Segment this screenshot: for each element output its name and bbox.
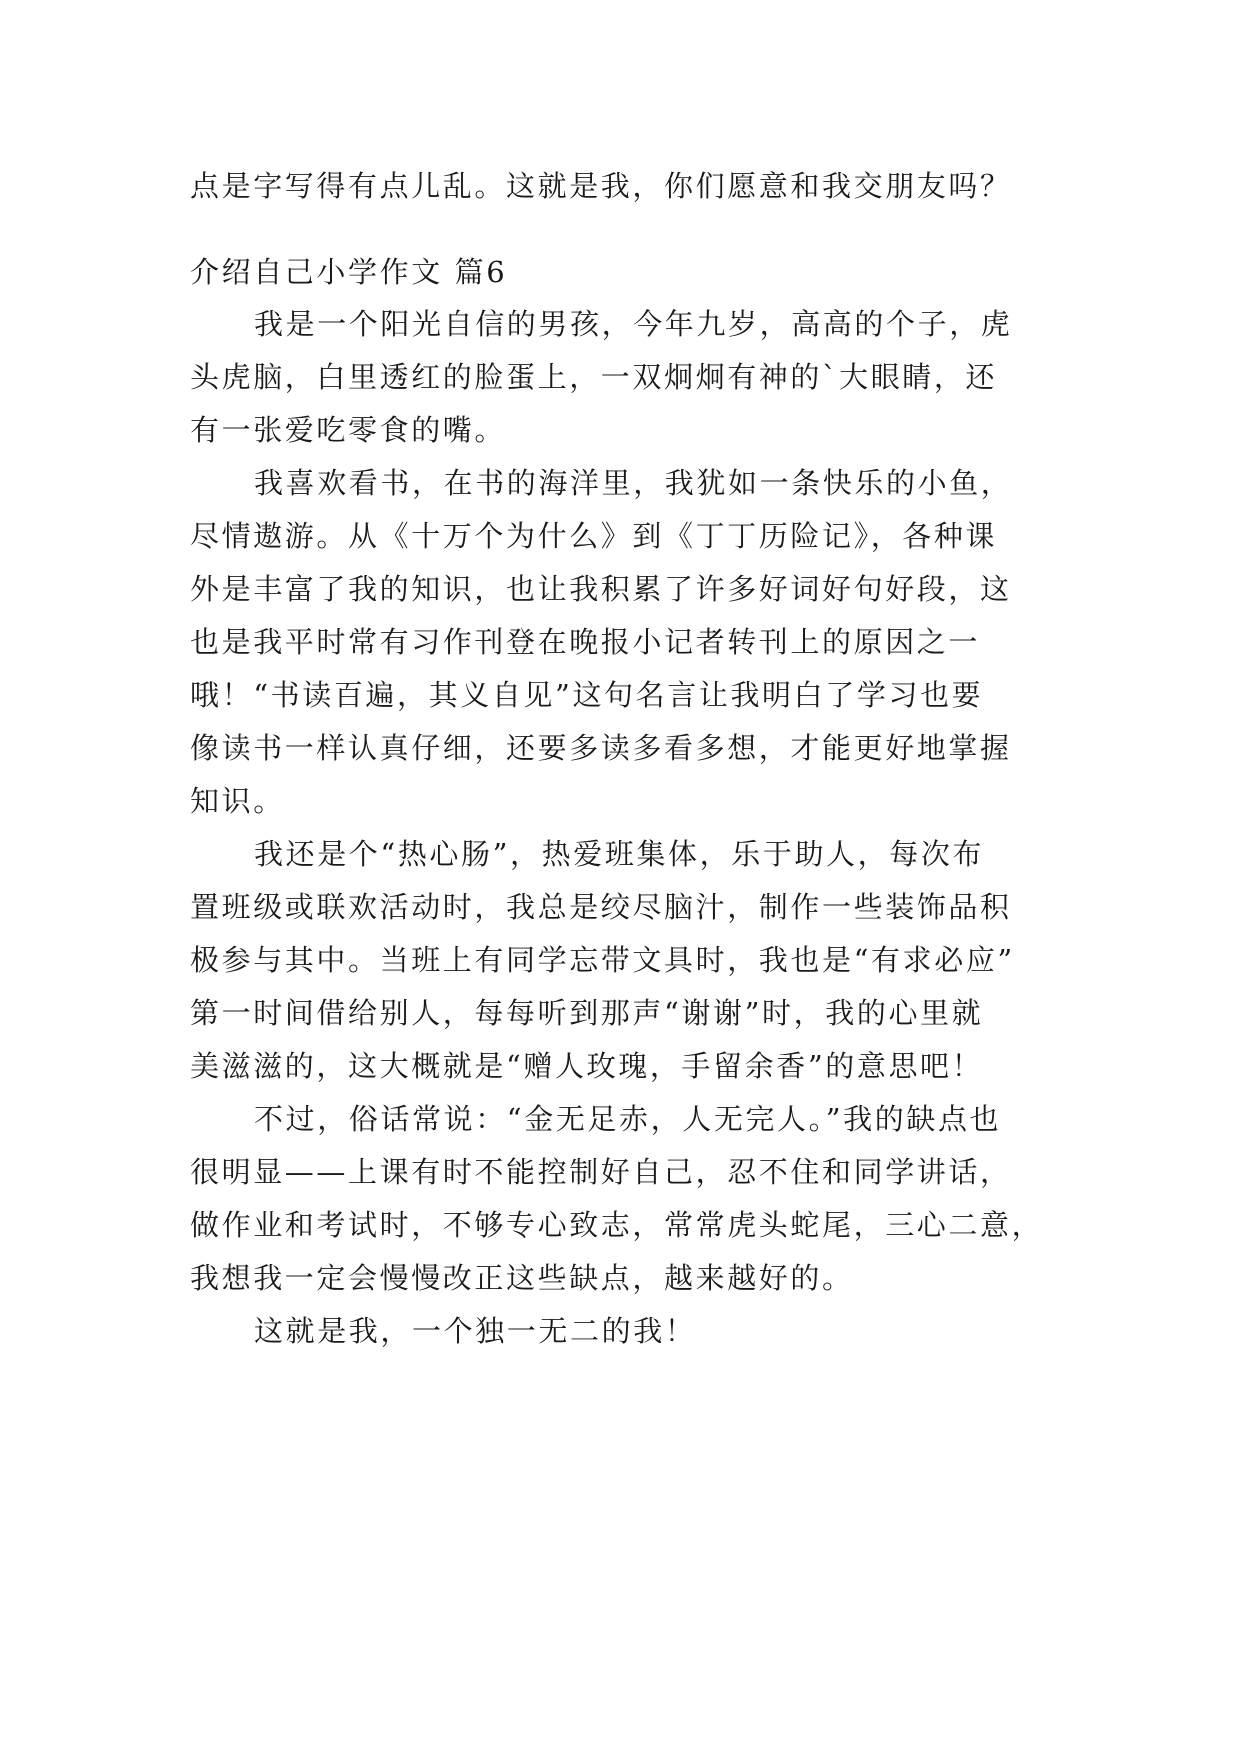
paragraph-line: 尽情遨游。从《十万个为什么》到《丁丁历险记》，各种课	[190, 519, 998, 553]
paragraph-line: 知识。	[190, 784, 285, 818]
paragraph-line: 极参与其中。当班上有同学忘带文具时，我也是“有求必应”	[190, 943, 1015, 977]
paragraph-line: 置班级或联欢活动时，我总是绞尽脑汁，制作一些装饰品积	[190, 890, 1012, 924]
paragraph-line: 哦！“书读百遍，其义自见”这句名言让我明白了学习也要	[190, 678, 984, 712]
paragraph-line: 我是一个阳光自信的男孩，今年九岁，高高的个子，虎	[254, 307, 1013, 341]
paragraph-line: 有一张爱吃零食的嘴。	[190, 413, 507, 447]
paragraph-line: 第一时间借给别人，每每听到那声“谢谢”时，我的心里就	[190, 996, 984, 1030]
paragraph-line: 这就是我，一个独一无二的我！	[254, 1314, 697, 1348]
paragraph-line: 做作业和考试时，不够专心致志，常常虎头蛇尾，三心二意，	[190, 1208, 1044, 1242]
paragraph-line: 我还是个“热心肠”，热爱班集体，乐于助人，每次布	[254, 837, 985, 871]
paragraph-line: 我想我一定会慢慢改正这些缺点，越来越好的。	[190, 1261, 854, 1295]
paragraph-line: 美滋滋的，这大概就是“赠人玫瑰，手留余香”的意思吧！	[190, 1049, 984, 1083]
carryover-line: 点是字写得有点儿乱。这就是我，你们愿意和我交朋友吗？	[190, 169, 1012, 203]
paragraph-line: 也是我平时常有习作刊登在晚报小记者转刊上的原因之一	[190, 625, 981, 659]
paragraph-line: 头虎脑，白里透红的脸蛋上，一双炯炯有神的`大眼睛，还	[190, 360, 998, 394]
section-title: 介绍自己小学作文 篇6	[190, 255, 508, 289]
paragraph-line: 很明显——上课有时不能控制好自己，忍不住和同学讲话，	[190, 1155, 1012, 1189]
paragraph-line: 像读书一样认真仔细，还要多读多看多想，才能更好地掌握	[190, 731, 1012, 765]
paragraph-line: 我喜欢看书，在书的海洋里，我犹如一条快乐的小鱼，	[254, 466, 1013, 500]
paragraph-line: 不过，俗话常说：“金无足赤，人无完人。”我的缺点也	[254, 1102, 1002, 1136]
paragraph-line: 外是丰富了我的知识，也让我积累了许多好词好句好段，这	[190, 572, 1012, 606]
